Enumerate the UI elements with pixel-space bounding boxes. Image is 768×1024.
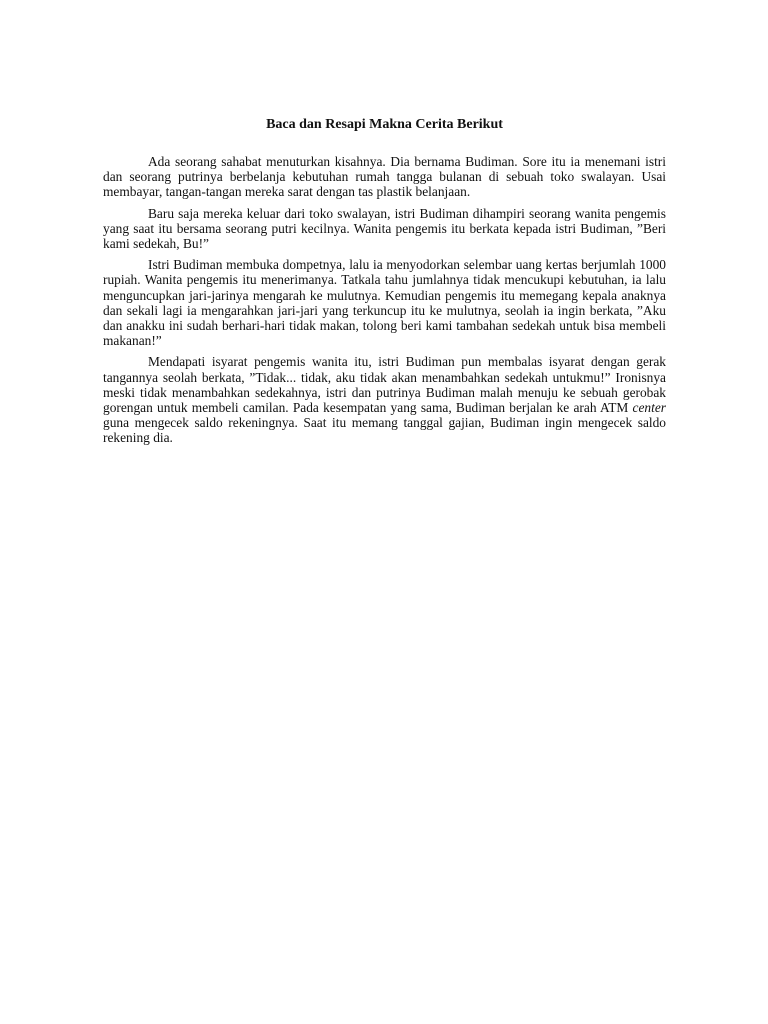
paragraph-3: Istri Budiman membuka dompetnya, lalu ia menyodorkan selembar uang kertas berjumlah 1000 rupiah. Wanita pengemis itu menerimanya. Tatkala tahu jumlahnya tidak mencukupi kebutuhan, ia lalu menguncupkan jari-jarinya mengarah ke mulutnya. Kemudian pengemis itu memegang kepala anaknya dan sekali lagi ia mengarahkan jari-jari yang terkuncup itu ke mulutnya, seolah ia ingin berkata, ”Aku dan anakku ini sudah berhari-hari tidak makan, tolong beri kami tambahan sedekah untuk bisa membeli makanan!”	[103, 257, 666, 349]
document-title: Baca dan Resapi Makna Cerita Berikut	[266, 117, 503, 132]
paragraph-1: Ada seorang sahabat menuturkan kisahnya. Dia bernama Budiman. Sore itu ia menemani istri dan seorang putrinya berbelanja kebutuhan rumah tangga bulanan di sebuah toko swalayan. Usai membayar, tangan-tangan mereka sarat dengan tas plastik belanjaan.	[103, 154, 666, 200]
paragraph-4	[103, 354, 666, 445]
paragraph-4-text-before: Mendapati isyarat pengemis wanita itu, istri Budiman pun membalas isyarat dengan gerak tangannya seolah berkata, ”Tidak... tidak, aku tidak akan menambahkan sedekah untukmu!” Ironisnya meski tidak menambahkan sedekahnya, istri dan putrinya Budiman malah menuju ke sebuah gerobak gorengan untuk membeli camilan. Pada kesempatan yang sama, Budiman berjalan ke arah ATM	[103, 354, 666, 416]
paragraph-4-italic-word: center	[632, 400, 666, 416]
paragraph-4-text-after: guna mengecek saldo rekeningnya. Saat itu memang tanggal gajian, Budiman ingin mengecek saldo rekening dia.	[103, 415, 666, 446]
paragraph-2: Baru saja mereka keluar dari toko swalayan, istri Budiman dihampiri seorang wanita pengemis yang saat itu bersama seorang putri kecilnya. Wanita pengemis itu berkata kepada istri Budiman, ”Beri kami sedekah, Bu!”	[103, 205, 666, 252]
document-page	[103, 116, 666, 452]
